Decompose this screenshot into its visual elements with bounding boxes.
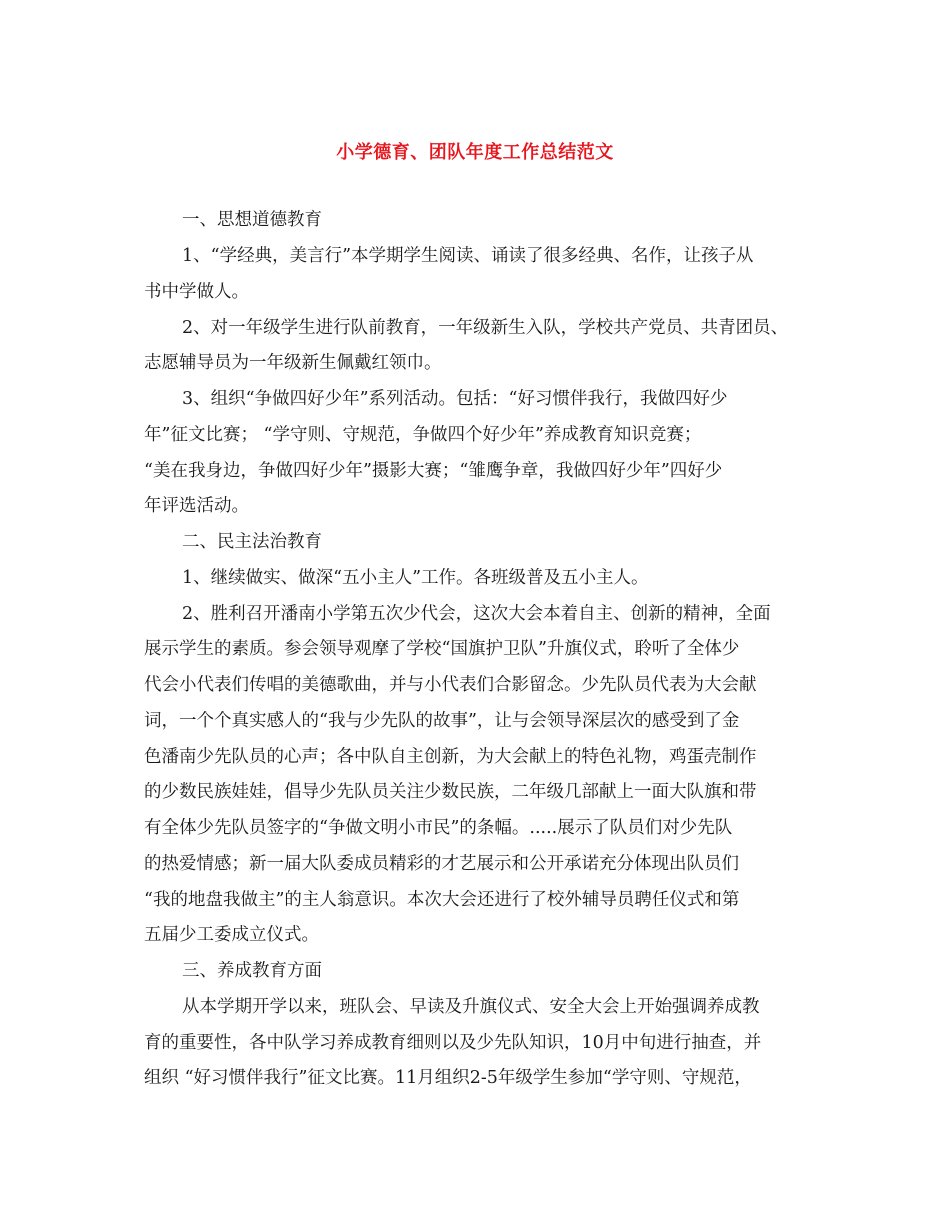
paragraph-line: 的少数民族娃娃，倡导少先队员关注少数民族，二年级几部献上一面大队旗和带 (144, 782, 757, 802)
paragraph-line: 从本学期开学以来，班队会、早读及升旗仪式、安全大会上开始强调养成教 (182, 997, 760, 1017)
document-title: 小学德育、团队年度工作总结范文 (336, 142, 614, 163)
paragraph-line: 育的重要性，各中队学习养成教育细则以及少先队知识，10月中旬进行抽查，并 (144, 1033, 762, 1053)
paragraph-line: 2、对一年级学生进行队前教育，一年级新生入队，学校共产党员、共青团员、 (182, 318, 789, 338)
paragraph-line: “美在我身边，争做四好少年”摄影大赛；“雏鹰争章，我做四好少年”四好少 (144, 461, 723, 481)
paragraph-line: 2、胜利召开潘南小学第五次少代会，这次大会本着自主、创新的精神，全面 (182, 604, 771, 624)
section-heading: 三、养成教育方面 (182, 961, 322, 981)
paragraph-line: 的热爱情感；新一届大队委成员精彩的才艺展示和公开承诺充分体现出队员们 (144, 854, 739, 874)
paragraph-line: 色潘南少先队员的心声；各中队自主创新，为大会献上的特色礼物，鸡蛋壳制作 (144, 747, 757, 767)
paragraph-line: 志愿辅导员为一年级新生佩戴红领巾。 (144, 353, 442, 373)
paragraph-line: 代会小代表们传唱的美德歌曲，并与小代表们合影留念。少先队员代表为大会献 (144, 675, 757, 695)
paragraph-line: 书中学做人。 (144, 282, 249, 302)
section-heading: 一、思想道德教育 (182, 210, 322, 230)
paragraph-line: “我的地盘我做主”的主人翁意识。本次大会还进行了校外辅导员聘任仪式和第 (144, 890, 740, 910)
paragraph-line: 3、组织“争做四好少年”系列活动。包括：“好习惯伴我行，我做四好少 (182, 389, 728, 409)
paragraph-line: 年评选活动。 (144, 496, 249, 516)
paragraph-line: 组织 “好习惯伴我行”征文比赛。11月组织2-5年级学生参加“学守则、守规范， (144, 1068, 752, 1088)
paragraph-line: 词，一个个真实感人的“我与少先队的故事”，让与会领导深层次的感受到了金 (144, 711, 740, 731)
paragraph-line: 五届少工委成立仪式。 (144, 925, 319, 945)
paragraph-line: 有全体少先队员签字的“争做文明小市民”的条幅。.....展示了队员们对少先队 (144, 818, 733, 838)
paragraph-line: 展示学生的素质。参会领导观摩了学校“国旗护卫队”升旗仪式，聆听了全体少 (144, 639, 740, 659)
paragraph-line: 年”征文比赛； “学守则、守规范，争做四个好少年”养成教育知识竞赛； (144, 425, 702, 445)
paragraph-line: 1、“学经典，美言行”本学期学生阅读、诵读了很多经典、名作，让孩子从 (182, 246, 754, 266)
paragraph-line: 1、继续做实、做深“五小主人”工作。各班级普及五小主人。 (182, 568, 649, 588)
section-heading: 二、民主法治教育 (182, 532, 322, 552)
